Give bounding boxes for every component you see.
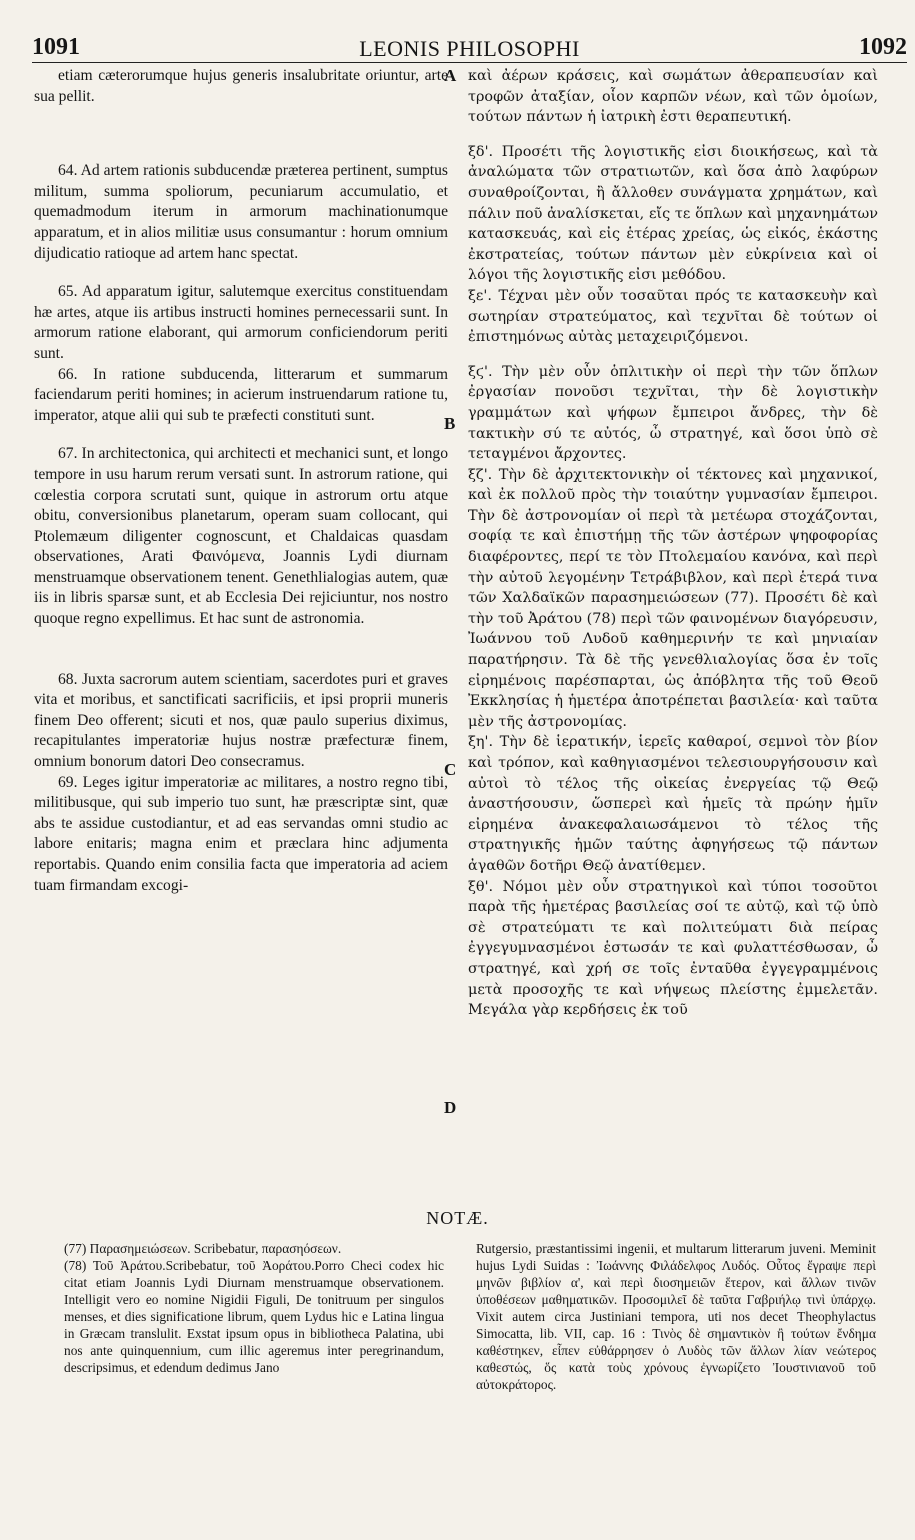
notes-heading: NOTÆ. [426,1208,489,1228]
latin-paragraph: 65. Ad apparatum igitur, salutemque exercitus constituendam hæ artes, atque iis artibus instructi homines pernecessarii sunt. In armorum ratione elaborant, qui armorum conficiendorum periti sunt. [34,283,448,362]
greek-paragraph: ξη'. Τὴν δὲ ἱερατικήν, ἱερεῖς καθαροί, σεμνοὶ τὸν βίον καὶ τρόπον, καὶ καθηγιασμένοι τελεσιουργήσουσιν καὶ αὐτοὶ τὸ τέλος τῆς οἰκείας ἐνεργείας τῷ Θεῷ ἀναστήσουσιν, ὥσπερεὶ καὶ ἡμεῖς τὰ πρώην ἡμῖν εἰρημένα ἀνακεφαλαιωσάμενοι τὸ τέλος τῆς στρατηγικῆς ἡμῶν ταύτης ἀφηγήσεως τῷ πάντων ἀγαθῶν δοτῆρι Θεῷ ἀνατίθεμεν. [468,734,878,874]
page-header [32,34,907,63]
section-letter-c: C [444,760,457,779]
latin-column [34,66,448,896]
section-letter-d: D [444,1098,457,1117]
latin-paragraph: 66. In ratione subducenda, litterarum et summarum faciendarum periti homines; in acierum instruendarum ratione tu, imperator, atque alii qui sub te præfecti constituti sunt. [34,365,448,424]
greek-paragraph: ξϛ'. Τὴν μὲν οὖν ὁπλιτικὴν οἱ περὶ τὴν τῶν ὅπλων ἐργασίαν πονοῦσι τεχνῖται, τὴν δὲ λογιστικὴν γραμμάτων καὶ ψήφων ἔμπειροι ἄνδρες, τὴν δὲ τακτικὴν σύ τε αὐτός, ὦ στρατηγέ, καὶ ὅσοι ὑπὸ σὲ τεταγμένοι ἄρχοντες. [468,363,878,463]
notes-left-column [64,1240,444,1376]
section-letter-b: B [444,414,456,433]
latin-paragraph: 68. Juxta sacrorum autem scientiam, sacerdotes puri et graves vita et moribus, et sanctificati sacrificiis, et ipsi proprii muneris finem Deo offerent; sicuti et nos, quæ paulo superius diximus, recapitulantes imperatoriæ hujus nostræ præfecturæ finem, omnium bonorum datori Deo consecramus. [34,670,448,771]
note-item: (78) Τοῦ Ἀράτου.Scribebatur, τοῦ Ἀοράτου.Porro Checi codex hic citat etiam Joannis Lydi Diurnam menstruamque observationem. Intelligit vero eo nomine Nigidii Figuli, De tonitruum per singulos menses, et dies significatione librum, quem Lydus hic e Latina lingua in Græcam translulit. Exstat ipsum opus in bibliotheca Palatina, ubi nos ante quinquennium, cum illic ageremus inter peregrinandum, descripsimus, et edendum dedimus Jano [64,1258,444,1375]
greek-paragraph: ξδ'. Προσέτι τῆς λογιστικῆς εἰσι διοικήσεως, καὶ τὰ ἀναλώματα τῶν στρατιωτῶν, καὶ ὅσα ἀπὸ λαφύρων συναθροίζονται, ἢ ἄλλοθεν συνάγματα χρημάτων, καὶ πάλιν ποῦ ἀναλίσκεται, εἴς τε ὅπλων καὶ μηχανημάτων κατασκευάς, καὶ εἰς ἑτέρας χρείας, ὡς εἰκός, ἑκάστης ἐκστρατείας, τούτων πάντων μὲν εὐκρίνεια καὶ οἱ λόγοι τῆς λογιστικῆς εἰσι μεθόδου. [468,143,878,284]
greek-paragraph: ξθ'. Νόμοι μὲν οὖν στρατηγικοὶ καὶ τύποι τοσοῦτοι παρὰ τῆς ἡμετέρας βασιλείας σοί τε αὐτῷ, καὶ τῷ ὑπὸ σὲ στρατεύματι τε καὶ πολιτεύματι διὰ πείρας ἐγγεγυμνασμένοι ἑστωσάν τε καὶ φυλαττέσθωσαν, ὦ στρατηγέ, καὶ χρή σε τοῖς ἐνταῦθα ἐγγεγραμμένοις μετὰ προσοχῆς τε καὶ νήψεως πλείστης ἐμμελετᾶν. Μεγάλα γὰρ κερδήσεις ἐκ τοῦ [468,878,878,1019]
note-item: (77) Παρασημειώσεων. Scribebatur, παρασηόσεων. [64,1241,342,1256]
section-letter-a: A [444,66,457,85]
greek-column [468,66,878,1021]
page-number-right: 1092 [859,34,907,60]
latin-paragraph: 64. Ad artem rationis subducendæ præterea pertinent, sumptus militum, summa spoliorum, pecuniarum accumulatio, et quemadmodum iterum in armorum machinationumque apparatum, et in alios militiæ usus consumantur : horum omnium dijudicatio ratioque ad artem hanc spectat. [34,162,448,262]
note-item: Rutgersio, præstantissimi ingenii, et multarum litterarum juveni. Meminit hujus Lydi Suidas : Ἰωάννης Φιλάδελφος Λυδός. Οὗτος ἔγραψε περὶ μηνῶν βιβλίον α', καὶ περὶ διοσημειῶν ἕτερον, καὶ ἄλλων τινῶν ὑποθέσεων μαθηματικῶν. Προσομιλεῖ δὲ ταῦτα Γαβριήλῳ τινὶ ὑπάρχῳ. Vixit autem circa Justiniani tempora, uti nos decet Theophylactus Simocatta, lib. VII, cap. 16 : Τινὸς δὲ σημαντικὸν ἢ τούτων ἔνδημα καθέστηκεν, εἶπεν εὐθάρρησεν ὁ Λυδὸς τῶν ἄλλων λίαν νεώτερος καθεστώς, ὅς κατὰ τοὺς χρόνους ἐγνωρίζετο Ἰουστινιανοῦ τοῦ αὐτοκράτορος. [476,1241,876,1392]
latin-paragraph: 67. In architectonica, qui architecti et mechanici sunt, et longo tempore in usu harum rerum versati sunt. In astrorum ratione, qui cœlestia corpora scrutati sunt, quique in astrorum ortu atque obitu, conversionibus planetarum, operam suam collocant, qui Ptolemæum diligenter cognoscunt, et Chaldaicas quasdam observationes, Arati Φαινόμενα, Joannis Lydi diurnam menstruamque observationem tenent. Genethlialogias autem, quæ iis in libris sparsæ sunt, et ab Ecclesia Dei rejiciuntur, nos nostro quoque regno expellimus. Et hac sunt de astronomia. [34,445,448,628]
latin-paragraph: etiam cæterorumque hujus generis insalubritate oriuntur, arte sua pellit. [34,67,448,105]
page-number-left: 1091 [32,34,80,60]
notes-right-column [476,1240,876,1393]
latin-paragraph: 69. Leges igitur imperatoriæ ac militares, a nostro regno tibi, militibusque, qui sub imperio tuo sunt, hæ præscriptæ sint, quæ abs te assidue custodiantur, et ad eas servandas omni studio ac labore enitaris; magna enim et præclara hinc adjumenta reportabis. Quando enim consilia facta que imperatoria ad aciem tuam firmandam excogi- [34,773,448,894]
greek-paragraph: καὶ ἀέρων κράσεις, καὶ σωμάτων ἀθεραπευσίαν καὶ τροφῶν ἀταξίαν, οἷον καρπῶν νέων, καὶ τῶν ὁμοίων, τούτων πάντων ἡ ἰατρικὴ ἐστι θεραπευτική. [468,68,878,126]
running-title: LEONIS PHILOSOPHI [359,36,580,61]
greek-paragraph: ξε'. Τέχναι μὲν οὖν τοσαῦται πρός τε κατασκευὴν καὶ σωτηρίαν στρατεύματος, καὶ τεχνῖται δὲ τούτων οἱ ἐπιστημόνως αὐτὰς μεταχειριζόμενοι. [468,287,878,346]
greek-paragraph: ξζ'. Τὴν δὲ ἀρχιτεκτονικὴν οἱ τέκτονες καὶ μηχανικοί, καὶ ἐκ πολλοῦ πρὸς τὴν τοιαύτην γυμνασίαν ἔμπειροι. Τὴν δὲ ἀστρονομίαν οἱ περὶ τὰ μετέωρα στοχάζονται, σοφίᾳ τε καὶ ἐπιστήμῃ τῆς τῶν ἀστέρων ψηφοφορίας διαφέροντες, περί τε τὸν Πτολεμαίου κανόνα, καὶ περὶ τὴν αὐτοῦ λεγομένην Τετράβιβλον, καὶ περὶ ἑτερά τινα τῶν Χαλδαϊκῶν παρασημειώσεων (77). Προσέτι δὲ καὶ τὴν τοῦ Ἀράτου (78) περὶ τῶν φαινομένων διαγόρευσιν, Ἰωάννου τοῦ Λυδοῦ καθημερινήν τε καὶ μηνιαίαν παρατήρησιν. Τὰ δὲ τῆς γενεθλιαλογίας ὅσα ἐν τοῖς εἰρημένοις παρέσπαρται, ὡς ἀπόβλητα τῆς τοῦ Θεοῦ Ἐκκλησίας ἡ ἡμετέρα ἀποτρέπεται βασιλεία· καὶ ταῦτα μὲν τῆς ἀστρονομίας. [468,466,878,730]
